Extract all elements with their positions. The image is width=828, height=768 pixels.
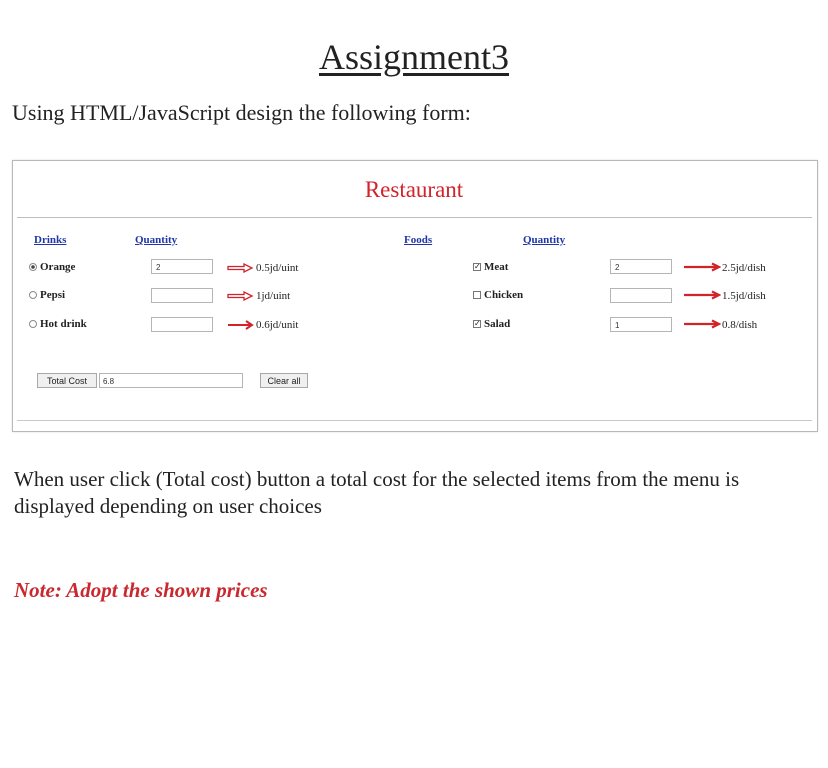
hot-drink-label: Hot drink <box>40 318 87 330</box>
orange-label: Orange <box>40 261 76 273</box>
arrow-right-icon <box>226 291 254 301</box>
meat-checkbox[interactable]: ✓ <box>474 262 481 271</box>
chicken-checkbox[interactable] <box>473 291 481 299</box>
pepsi-quantity-input[interactable] <box>151 288 213 303</box>
chicken-quantity-input[interactable] <box>610 288 672 303</box>
orange-quantity-input[interactable]: 2 <box>151 259 213 274</box>
bottom-separator <box>17 420 812 421</box>
arrow-right-icon <box>683 319 721 329</box>
arrow-right-icon <box>226 320 254 330</box>
hot-drink-quantity-input[interactable] <box>151 317 213 332</box>
total-cost-field[interactable]: 6.8 <box>99 373 243 388</box>
hot-drink-radio[interactable] <box>29 320 37 328</box>
salad-price: 0.8/dish <box>722 319 758 331</box>
chicken-label: Chicken <box>484 289 524 301</box>
meat-price: 2.5jd/dish <box>722 262 766 274</box>
drinks-quantity-header: Quantity <box>135 234 178 246</box>
orange-price: 0.5jd/uint <box>256 262 299 274</box>
salad-quantity-input[interactable]: 1 <box>610 317 672 332</box>
page-title: Assignment3 <box>318 37 509 77</box>
note-text: Note: Adopt the shown prices <box>14 578 268 602</box>
pepsi-price: 1jd/uint <box>256 290 291 302</box>
meat-quantity-input[interactable]: 2 <box>610 259 672 274</box>
pepsi-radio[interactable] <box>29 291 37 299</box>
pepsi-label: Pepsi <box>40 289 66 301</box>
arrow-right-icon <box>683 262 721 272</box>
arrow-right-icon <box>226 263 254 273</box>
orange-radio[interactable] <box>29 263 37 271</box>
clear-all-button[interactable]: Clear all <box>260 373 308 388</box>
salad-label: Salad <box>484 318 511 330</box>
hot-drink-price: 0.6jd/unit <box>256 319 299 331</box>
drinks-header: Drinks <box>34 234 67 246</box>
chicken-price: 1.5jd/dish <box>722 290 766 302</box>
total-cost-button[interactable]: Total Cost <box>37 373 97 388</box>
salad-checkbox[interactable]: ✓ <box>474 319 481 328</box>
description-text: When user click (Total cost) button a total cost for the selected items from the menu is displayed depending on user choices <box>14 467 740 518</box>
meat-label: Meat <box>484 261 509 273</box>
foods-quantity-header: Quantity <box>523 234 566 246</box>
intro-text: Using HTML/JavaScript design the following form: <box>12 100 471 125</box>
foods-header: Foods <box>404 234 433 246</box>
arrow-right-icon <box>683 290 721 300</box>
restaurant-title: Restaurant <box>364 177 464 202</box>
